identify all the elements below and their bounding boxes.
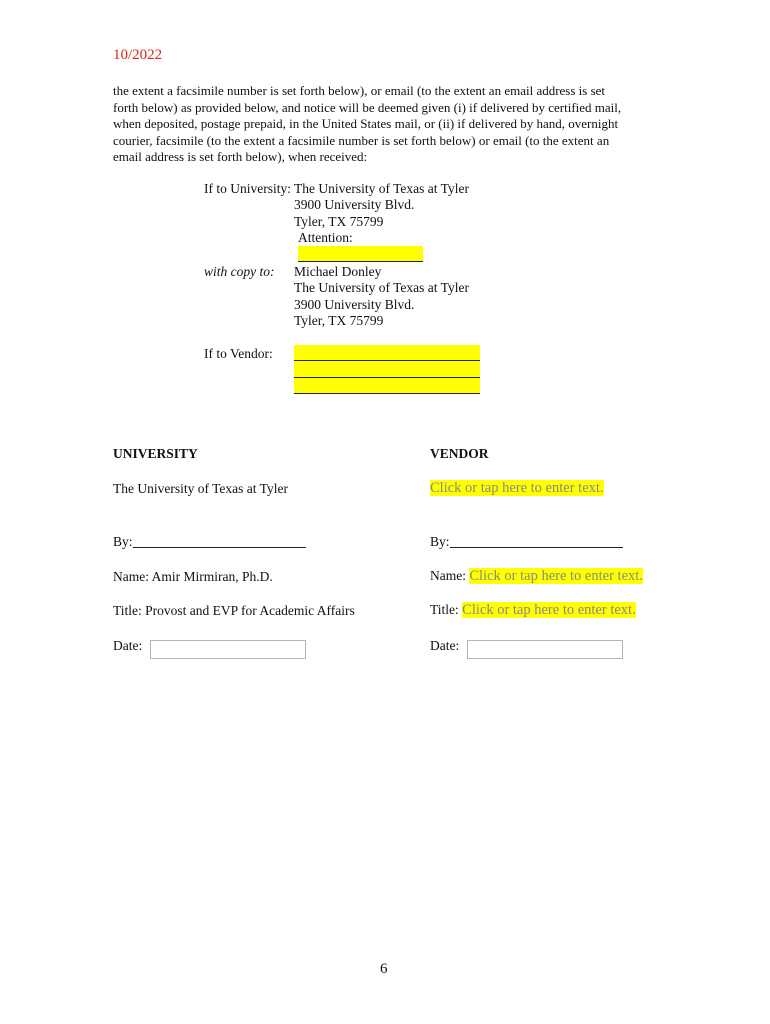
vendor-address-line-field[interactable] bbox=[294, 378, 480, 394]
university-date-field[interactable] bbox=[150, 640, 306, 659]
page-number: 6 bbox=[380, 961, 388, 977]
copy-to-label: with copy to: bbox=[204, 264, 275, 279]
address-line: The University of Texas at Tyler bbox=[294, 280, 469, 296]
vendor-org-field[interactable] bbox=[430, 479, 604, 497]
paragraph-line: the extent a facsimile number is set forth below), or email (to the extent an email address is set bbox=[113, 83, 606, 98]
university-org-name: The University of Texas at Tyler bbox=[113, 481, 288, 496]
paragraph-line: when deposited, postage prepaid, in the United States mail, or (ii) if delivered by hand, overnight bbox=[113, 116, 619, 131]
address-line: The University of Texas at Tyler bbox=[294, 181, 469, 196]
vendor-address-fields bbox=[294, 345, 480, 394]
university-heading: UNIVERSITY bbox=[113, 446, 198, 461]
title-label: Title: bbox=[430, 602, 459, 617]
vendor-signer-title bbox=[430, 602, 636, 619]
vendor-signer-name bbox=[430, 568, 643, 585]
attention-line bbox=[294, 230, 469, 262]
vendor-notice-label: If to Vendor: bbox=[204, 346, 273, 361]
address-line: Michael Donley bbox=[294, 264, 382, 279]
university-signer-title: Title: Provost and EVP for Academic Affairs bbox=[113, 603, 355, 618]
attention-blank-field[interactable] bbox=[298, 246, 423, 262]
address-line: 3900 University Blvd. bbox=[294, 296, 415, 312]
revision-date: 10/2022 bbox=[113, 47, 163, 63]
vendor-signature-field[interactable] bbox=[450, 535, 623, 548]
name-label: Name: bbox=[430, 568, 466, 583]
vendor-address-line-field[interactable] bbox=[294, 361, 480, 377]
address-line: Tyler, TX 75799 bbox=[294, 312, 384, 328]
vendor-date-label: Date: bbox=[430, 638, 460, 653]
vendor-name-field[interactable]: Click or tap here to enter text. bbox=[469, 568, 643, 584]
university-address bbox=[294, 181, 469, 262]
vendor-org-placeholder: Click or tap here to enter text. bbox=[430, 480, 604, 496]
by-label: By: bbox=[113, 534, 133, 549]
university-notice-label: If to University: bbox=[204, 181, 291, 196]
attention-label: Attention: bbox=[298, 229, 353, 245]
paragraph-line: courier, facsimile (to the extent a facsimile number is set forth below) or email (to the extent an bbox=[113, 132, 610, 148]
university-signature-field[interactable] bbox=[133, 535, 306, 548]
by-label: By: bbox=[430, 534, 450, 549]
vendor-heading: VENDOR bbox=[430, 446, 489, 461]
notice-paragraph bbox=[113, 83, 661, 166]
address-line: 3900 University Blvd. bbox=[294, 197, 415, 213]
university-signature-line bbox=[113, 534, 306, 550]
paragraph-line: email address is set forth below), when received: bbox=[113, 149, 368, 164]
paragraph-line: forth below) as provided below, and notice will be deemed given (i) if delivered by certified mail, bbox=[113, 99, 622, 115]
vendor-date-field[interactable] bbox=[467, 640, 623, 659]
copy-address bbox=[294, 264, 469, 329]
address-line: Tyler, TX 75799 bbox=[294, 213, 384, 229]
university-signer-name: Name: Amir Mirmiran, Ph.D. bbox=[113, 569, 273, 584]
vendor-signature-line bbox=[430, 534, 623, 550]
university-date-label: Date: bbox=[113, 638, 143, 653]
vendor-title-field[interactable]: Click or tap here to enter text. bbox=[462, 602, 636, 618]
vendor-address-line-field[interactable] bbox=[294, 345, 480, 361]
